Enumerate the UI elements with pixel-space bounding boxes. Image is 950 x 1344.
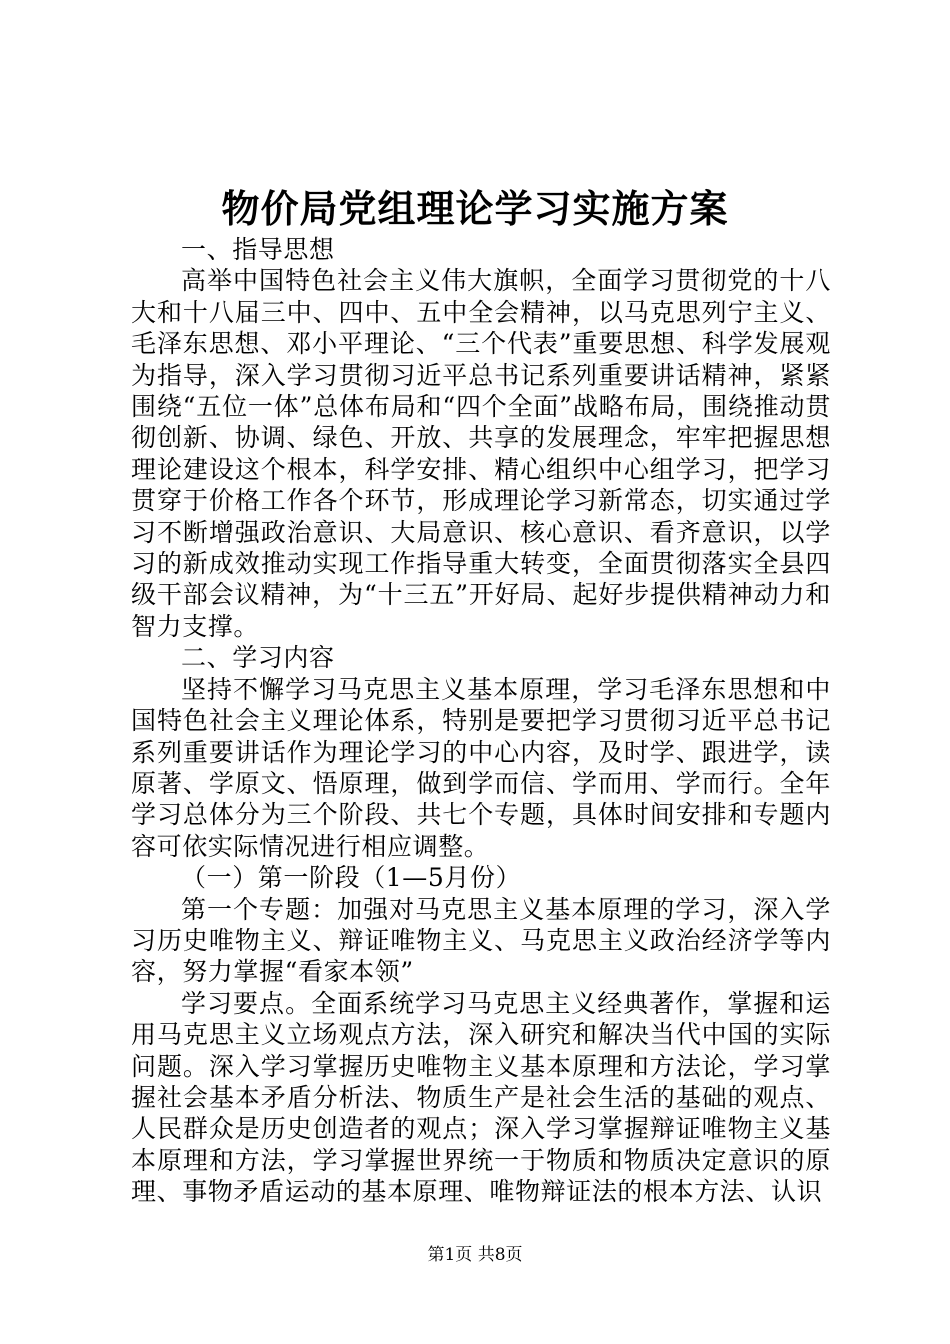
page-footer: 第1页 共8页 xyxy=(427,1245,523,1265)
paragraph-study-points: 学习要点。全面系统学习马克思主义经典著作，掌握和运用马克思主义立场观点方法，深入研究和解决当代中国的实际问题。深入学习掌握历史唯物主义基本原理和方法论，学习掌握社会基本矛盾分析法、物质生产是社会生活的基础的观点、人民群众是历史创造者的观点；深入学习掌握辩证唯物主义基本原理和方法，学习掌握世界统一于物质和物质决定意识的原理、事物矛盾运动的基本原理、唯物辩证法的根本方法、认识 xyxy=(131,988,831,1207)
paragraph-guiding-ideology: 高举中国特色社会主义伟大旗帜，全面学习贯彻党的十八大和十八届三中、四中、五中全会精神，以马克思列宁主义、毛泽东思想、邓小平理论、“三个代表”重要思想、科学发展观为指导，深入学习贯彻习近平总书记系列重要讲话精神，紧紧围绕“五位一体”总体布局和“四个全面”战略布局，围绕推动贯彻创新、协调、绿色、开放、共享的发展理念，牢牢把握思想理论建设这个根本，科学安排、精心组织中心组学习，把学习贯穿于价格工作各个环节，形成理论学习新常态，切实通过学习不断增强政治意识、大局意识、核心意识、看齐意识，以学习的新成效推动实现工作指导重大转变，全面贯彻落实全县四级干部会议精神，为“十三五”开好局、起好步提供精神动力和智力支撑。 xyxy=(131,266,831,641)
document-body xyxy=(131,234,831,1208)
subsection-heading-stage-one: （一）第一阶段（1—5月份） xyxy=(181,863,522,893)
paragraph-study-content: 坚持不懈学习马克思主义基本原理，学习毛泽东思想和中国特色社会主义理论体系，特别是要把学习贯彻习近平总书记系列重要讲话作为理论学习的中心内容，及时学、跟进学，读原著、学原文、悟原理，做到学而信、学而用、学而行。全年学习总体分为三个阶段、共七个专题，具体时间安排和专题内容可依实际情况进行相应调整。 xyxy=(131,674,831,861)
document-title: 物价局党组理论学习实施方案 xyxy=(221,186,729,231)
section-heading-guiding-ideology: 一、指导思想 xyxy=(181,235,335,264)
paragraph-topic-one: 第一个专题：加强对马克思主义基本原理的学习，深入学习历史唯物主义、辩证唯物主义、马克思主义政治经济学等内容，努力掌握“看家本领” xyxy=(131,894,831,987)
section-heading-study-content: 二、学习内容 xyxy=(181,643,335,673)
